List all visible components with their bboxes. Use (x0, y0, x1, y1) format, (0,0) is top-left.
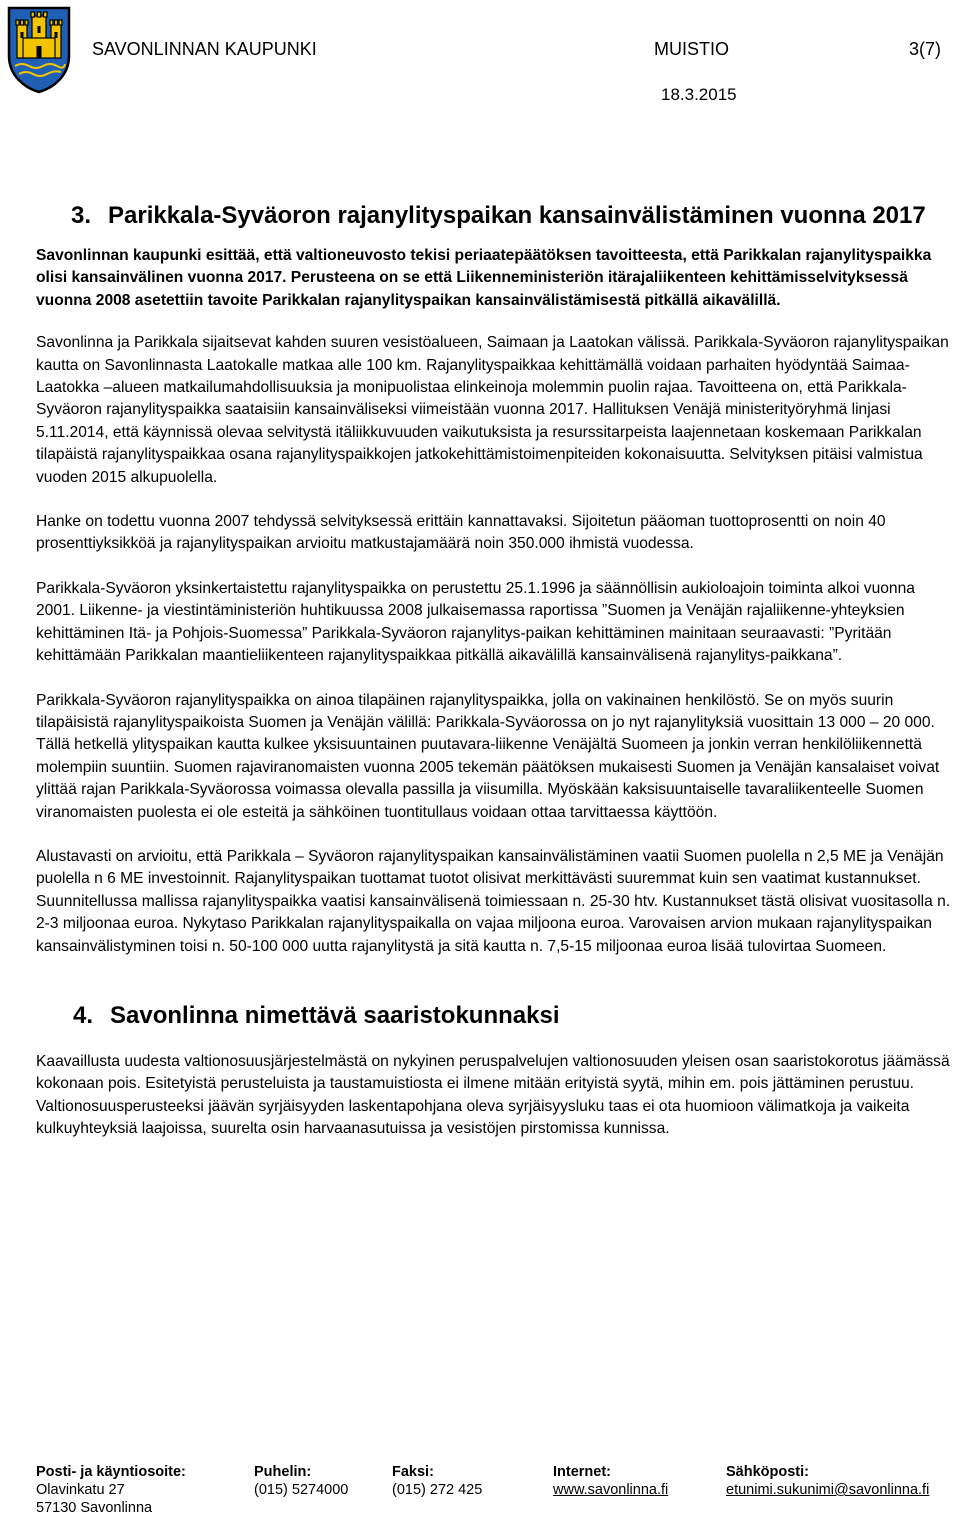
footer-internet-label: Internet: (553, 1464, 611, 1480)
section-4-number: 4. (73, 1001, 94, 1029)
footer-phone-number: (015) 5274000 (254, 1482, 349, 1498)
footer-email-label: Sähköposti: (726, 1464, 809, 1480)
section-3-paragraph: Alustavasti on arvioitu, että Parikkala – Syväoron rajanylityspaikan kansainvälistäminen vaatii Suomen puolella n 2,5 ME ja Venäjän puolella n 6 ME investoinnit. Rajanylityspaikan tuottamat tuotot olisivat merkittävästi suuremmat kuin sen vaatimat kustannukset. Suunnitellussa mallissa rajanylityspaikka vaatisi kansainvälisenä toimiessaan n. 25-30 htv. Kustannukset tästä olisivat vuositasolla n. 2-3 miljoonaa euroa. Nykytaso Parikkalan rajanylityspaikalla on vajaa miljoona euroa. Varovaisen arvion mukaan rajanylityspaikan kansainvälistyminen toisi n. 50-100 000 uutta rajanylitystä ja sitä kautta n. 7,5-15 miljoonaa euroa lisää tulovirtaa Suomeen. (36, 847, 951, 955)
organization-name: SAVONLINNAN KAUPUNKI (92, 39, 317, 59)
section-4-heading (73, 1000, 956, 1031)
section-3-paragraph: Parikkala-Syväoron yksinkertaistettu rajanylityspaikka on perustettu 25.1.1996 ja säännöllisin aukioloajoin toiminta alkoi vuonna 2001. Liikenne- ja viestintäministeriön huhtikuussa 2008 julkaisemassa raportissa ”Suomen ja Venäjän rajaliikenne-yhteyksien kehittäminen Itä- ja Pohjois-Suomessa” Parikkala-Syväoron rajanylitys-paikan kehittäminen mainitaan seuraavasti: ”Pyritään kehittämään Parikkalan maantieliikenteen rajanylityspaikkaa pitkällä aikavälillä kansainvälisenä rajanylitys-paikkana”. (36, 579, 915, 665)
page-number: 3(7) (909, 39, 942, 59)
footer-fax (392, 1463, 482, 1499)
section-3-lead: Savonlinnan kaupunki esittää, että valtioneuvosto tekisi periaatepäätöksen tavoitteesta, että Parikkalan rajanylityspaikka olisi kansainvälinen vuonna 2017. Perusteena on se että Liikenneministeriön itärajaliikenteen kehittämisselvityksessä vuonna 2008 asetettiin tavoite Parikkalan rajanylityspaikan kansainvälistämisestä pitkällä aikavälillä. (36, 247, 932, 309)
footer-address-label: Posti- ja käyntiosoite: (36, 1464, 186, 1480)
document-body (36, 200, 956, 1163)
section-4-paragraph: Kaavaillusta uudesta valtionosuusjärjestelmästä on nykyinen peruspalvelujen valtionosuuden yleisen osan saaristokorotus jäämässä kokonaan pois. Esitetyistä perusteluista ja taustamuistiosta ei ilmene mitään erityistä syytä, mihin em. pois jättäminen perustuu. Valtionosuusperusteeksi jäävän syrjäisyyden laskentapohjana oleva syrjäisyysluku taas ei ota huomioon välimatkoja ja vaikeita kulkuyhteyksiä laajoissa, suurelta osin harvaanasutuissa ja vesistöjen pirstomissa kunnissa. (36, 1052, 950, 1138)
footer-address-postal: 57130 Savonlinna (36, 1500, 153, 1516)
document-date: 18.3.2015 (661, 85, 737, 104)
footer-fax-number: (015) 272 425 (392, 1482, 483, 1498)
footer-internet (553, 1463, 668, 1499)
section-3-paragraph: Savonlinna ja Parikkala sijaitsevat kahden suuren vesistöalueen, Saimaan ja Laatokan välissä. Parikkala-Syväoron rajanylityspaikan kautta on Savonlinnasta Laatokalle matkaa alle 100 km. Rajanylityspaikkaa kehittämällä voidaan parhaiten hyödyntää Saimaa-Laatokka –alueen matkailumahdollisuuksia ja monipuolistaa elinkeinoja molemmin puolin rajaa. Tavoitteena on, että Parikkala-Syväoron rajanylityspaikka saataisiin kansainväliseksi viimeistään vuonna 2017. Hallituksen Venäjä ministerityöryhmä linjasi 5.11.2014, että käynnissä olevaa selvitystä itäliikkuvuuden vaikutuksista ja resurssitarpeista laajennetaan koskemaan Parikkalan tilapäistä rajanylityspaikkaa osana rajanylityspaikkojen jatkokehittämistoimenpiteiden kokonaisuutta. Selvityksen pitäisi valmistua vuoden 2015 alkupuolella. (36, 334, 949, 486)
footer-email (726, 1463, 929, 1499)
footer-address-street: Olavinkatu 27 (36, 1482, 125, 1498)
section-3-number: 3. (71, 202, 92, 229)
footer-fax-label: Faksi: (392, 1464, 434, 1480)
section-3-heading (71, 200, 956, 231)
section-3-title: Parikkala-Syväoron rajanylityspaikan kansainvälistäminen vuonna 2017 (108, 202, 926, 229)
city-crest-icon (5, 4, 73, 94)
footer-phone (254, 1463, 348, 1499)
footer-website-link[interactable]: www.savonlinna.fi (553, 1482, 669, 1498)
section-3-paragraph: Parikkala-Syväoron rajanylityspaikka on ainoa tilapäinen rajanylityspaikka, jolla on vakinainen henkilöstö. Se on myös suurin tilapäisistä rajanylityspaikoista Suomen ja Venäjän välillä: Parikkala-Syväorossa on jo nyt rajanylityksiä vuosittain 13 000 – 20 000. Tällä hetkellä ylityspaikan kautta kulkee yksisuuntainen puutavara-liikenne Venäjältä Suomeen ja jonkin verran henkilöliikennettä molempiin suuntiin. Suomen rajaviranomaisten vuonna 2005 tekemän päätöksen mukaisesti Suomen ja Venäjän kansalaiset voivat ylittää rajan Parikkala-Syväorossa voimassa olevalla passilla ja viisumilla. Myöskään kaksisuuntaiselle tavaraliikenteelle Suomen viranomaisten puolesta ei ole esteitä ja sähköinen tuontitullaus voidaan ottaa tarvittaessa käyttöön. (36, 691, 940, 821)
footer-address (36, 1463, 186, 1517)
document-type: MUISTIO (654, 39, 729, 59)
section-4-title: Savonlinna nimettävä saaristokunnaksi (110, 1001, 560, 1029)
section-3-paragraph: Hanke on todettu vuonna 2007 tehdyssä selvityksessä erittäin kannattavaksi. Sijoitetun pääoman tuottoprosentti on noin 40 prosenttiyksikköä ja rajanylityspaikan arvioitu matkustajamäärä noin 350.000 ihmistä vuodessa. (36, 513, 886, 553)
footer-email-link[interactable]: etunimi.sukunimi@savonlinna.fi (726, 1482, 930, 1498)
footer-phone-label: Puhelin: (254, 1464, 312, 1480)
